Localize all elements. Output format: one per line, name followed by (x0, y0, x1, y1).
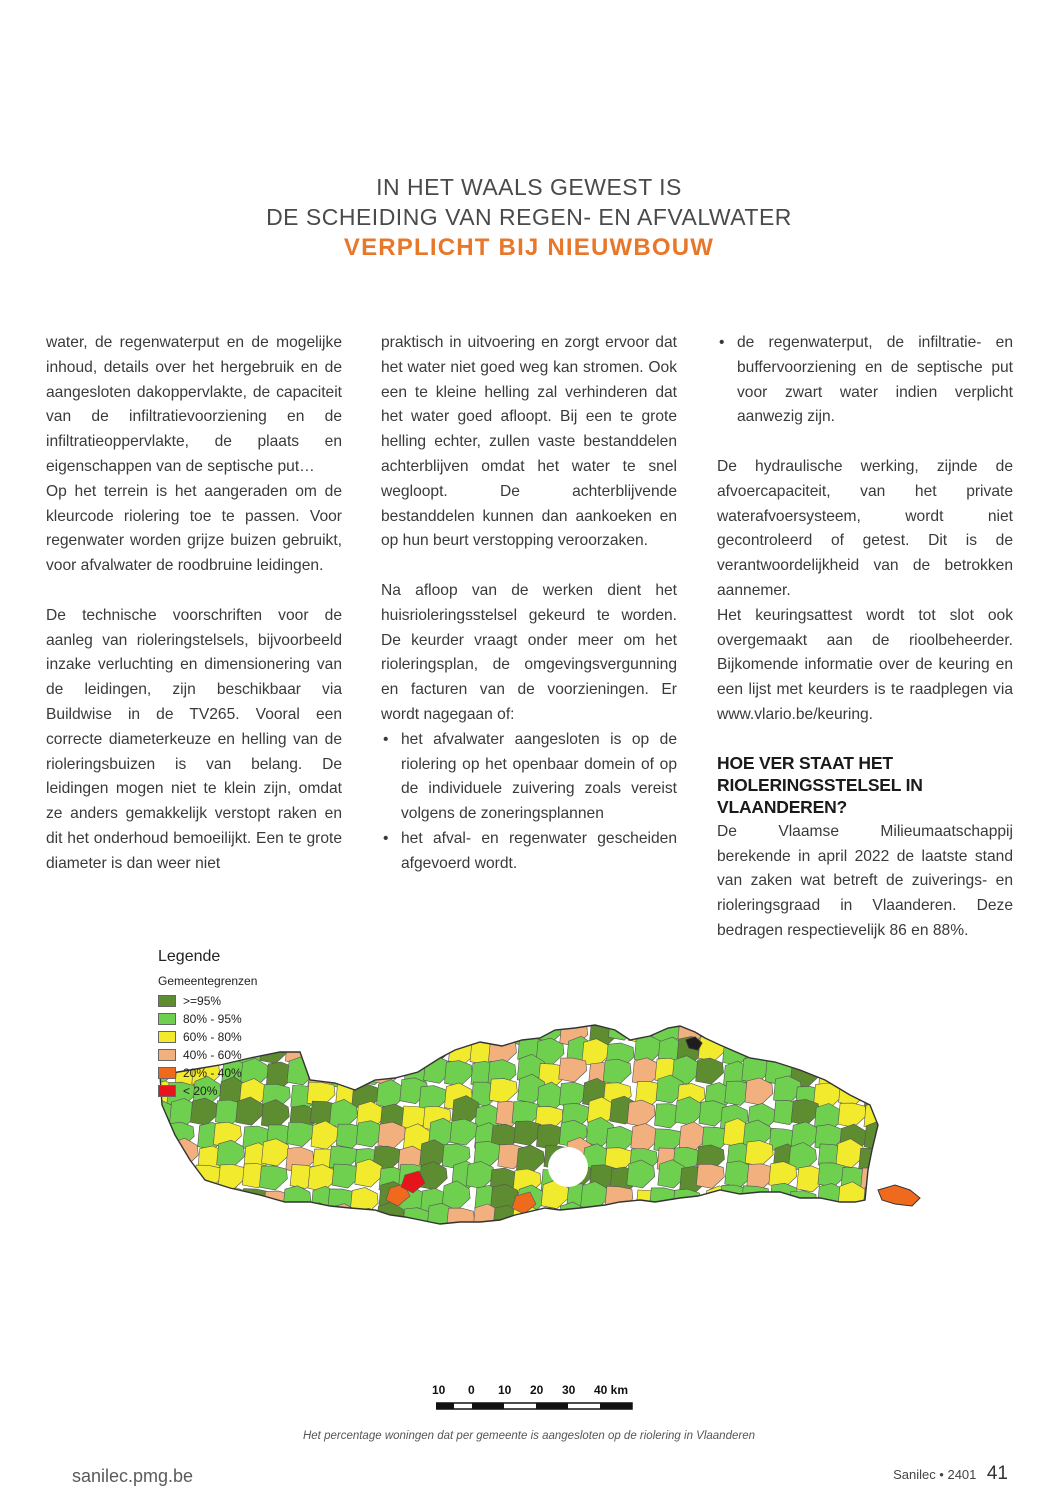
legend-item (158, 1046, 257, 1064)
legend-swatch (158, 1031, 176, 1043)
municipality-area (450, 1119, 478, 1145)
scale-label: 40 km (594, 1383, 629, 1397)
municipality-area (880, 1041, 908, 1067)
list-item: • het afvalwater aangesloten is op de riolering op het openbaar domein of op de individuele zuivering zoals vereist volgens de zoneringsplannen (381, 728, 677, 827)
municipality-area (741, 1186, 769, 1210)
pull-quote-accent: VERPLICHT BIJ NIEUWBOUW (343, 234, 715, 261)
municipality-area (742, 1207, 770, 1233)
paragraph: praktisch in uitvoering en zorgt ervoor dat het water niet goed weg kan stromen. Ook een te kleine helling zal verhinderen dat het water goed afloopt. Bij een te grote helling echter, zullen vaste bestanddelen achterblijven omdat het water te snel wegloopt. De achterblijvende bestanddelen kunnen dan aankoeken en op hun beurt verstopping veroorzaken. (381, 334, 677, 550)
legend-swatch (158, 1085, 176, 1097)
municipality-area (378, 1042, 406, 1066)
bullet-list (381, 728, 677, 877)
municipality-area (789, 1228, 817, 1257)
paragraph: Na afloop van de werken dient het huisrioleringsstelsel gekeurd te worden. De keurder vraagt onder meer om het rioleringsplan, de omgevingsvergunning en facturen van de voorzieningen. Er wordt nagegaan of: (381, 581, 677, 723)
municipality-area (589, 1210, 617, 1234)
legend-item (158, 1064, 257, 1082)
legend-label: >=95% (183, 994, 222, 1008)
municipality-area (603, 1059, 631, 1084)
municipality-area (889, 1141, 917, 1167)
municipality-area (334, 1041, 362, 1065)
municipality-area (444, 1061, 472, 1087)
municipality-area (402, 1226, 430, 1252)
municipality-area (613, 1208, 641, 1234)
municipality-area (190, 1182, 218, 1210)
municipality-area (466, 1018, 494, 1043)
map-legend (158, 948, 257, 1100)
flanders-map (150, 940, 930, 1320)
legend-label: < 20% (183, 1084, 218, 1098)
bullet-list (717, 331, 1013, 430)
paragraph: De Vlaamse Milieumaatschappij berekende in april 2022 de laatste stand van zaken wat betreft de zuiverings- en rioleringsgraad in Vlaanderen. Deze bedragen respectievelijk 86 en 88%. (717, 822, 1013, 939)
section-heading: HOE VER STAAT HET RIOLERINGSSTELSEL IN VLAANDEREN? (717, 752, 923, 817)
municipality-area (771, 1232, 799, 1256)
scale-label: 10 (432, 1383, 446, 1397)
municipality-area (857, 1015, 885, 1043)
legend-title: Legende (158, 948, 221, 965)
legend-item (158, 992, 257, 1010)
municipality-area (771, 1019, 799, 1047)
municipality-area (150, 1185, 178, 1210)
municipality-area (398, 1021, 426, 1047)
legend-item (158, 1028, 257, 1046)
municipality-area (377, 1014, 405, 1043)
brussels-gap (548, 1147, 588, 1187)
municipality-area (562, 1231, 590, 1255)
municipality-area (521, 1224, 549, 1253)
magazine-issue: Sanilec • 2401 (893, 1467, 977, 1482)
municipality-area (633, 1229, 661, 1254)
municipality-area (332, 1063, 360, 1089)
paragraph: Het keuringsattest wordt tot slot ook overgemaakt aan de rioolbeheerder. Bijkomende informatie over de keuring en een lijst met keurders is te raadplegen via www.vlario.be/keuring. (717, 606, 1013, 723)
municipality-area (820, 1209, 848, 1233)
text-column-3 (717, 331, 1013, 944)
municipality-area (374, 1226, 402, 1252)
municipality-area (745, 1141, 773, 1167)
municipality-area (860, 1208, 888, 1233)
municipality-area (655, 1203, 683, 1230)
municipality-area (681, 1231, 709, 1257)
municipality-area (354, 1208, 382, 1235)
municipality-area (838, 1013, 866, 1040)
pull-quote (0, 172, 1058, 264)
legend-item (158, 1010, 257, 1028)
municipality-area (627, 1100, 655, 1126)
municipality-area (673, 1189, 701, 1214)
municipality-area (743, 1227, 771, 1251)
municipality-area (885, 1228, 913, 1253)
page-number: 41 (986, 1463, 1008, 1484)
scale-bar (432, 1383, 642, 1413)
municipality-area (658, 1225, 686, 1253)
municipality-area (705, 1211, 733, 1237)
municipality-area (700, 1231, 728, 1256)
municipality-area (491, 1222, 519, 1251)
municipality-area (150, 1224, 173, 1251)
municipality-area (287, 1123, 315, 1147)
municipality-area (880, 1122, 908, 1147)
municipality-cells (150, 1012, 917, 1258)
municipality-area (559, 1058, 587, 1082)
municipality-area (170, 1204, 198, 1232)
municipality-area (308, 1019, 336, 1044)
legend-swatch (158, 1067, 176, 1079)
municipality-area (260, 1035, 288, 1064)
legend-subtitle: Gemeentegrenzen (158, 974, 258, 988)
scale-label: 30 (562, 1383, 576, 1397)
municipality-area (887, 1013, 915, 1041)
municipality-area (170, 1138, 198, 1166)
scale-label: 10 (498, 1383, 512, 1397)
municipality-area (448, 1228, 476, 1252)
municipality-area (719, 1022, 747, 1046)
text-column-2 (381, 331, 677, 877)
list-item: • het afval- en regenwater gescheiden afgevoerd wordt. (381, 827, 677, 877)
municipality-area (283, 1186, 311, 1214)
municipality-area (194, 1165, 222, 1189)
municipality-area (842, 1042, 870, 1069)
municipality-area (630, 1203, 658, 1230)
municipality-area (282, 1020, 310, 1044)
municipality-area (489, 1079, 517, 1104)
municipality-area (862, 1059, 890, 1085)
municipality-area (423, 1038, 451, 1062)
municipality-area (817, 1037, 845, 1065)
municipality-area (447, 1208, 475, 1232)
municipality-area (605, 1186, 633, 1210)
pull-quote-line-2: DE SCHEIDING VAN REGEN- EN AFVALWATER (266, 204, 792, 230)
text-column-1 (46, 331, 342, 877)
municipality-area (840, 1211, 868, 1235)
municipality-area (422, 1226, 450, 1254)
municipality-area (838, 1060, 866, 1084)
municipality-area (538, 1208, 566, 1234)
legend-label: 20% - 40% (183, 1066, 242, 1080)
municipality-area (167, 1233, 195, 1258)
municipality-area (443, 1016, 471, 1042)
municipality-area (726, 1206, 754, 1231)
municipality-area (221, 1207, 249, 1236)
municipality-area (288, 1209, 316, 1233)
scale-bar-graphic (436, 1401, 636, 1411)
municipality-area (189, 1203, 217, 1229)
municipality-area (287, 1223, 315, 1251)
municipality-area (245, 1208, 273, 1232)
municipality-area (260, 1016, 288, 1040)
municipality-area (815, 1023, 843, 1047)
municipality-area (588, 1227, 616, 1251)
municipality-area (741, 1017, 769, 1042)
municipality-area (356, 1015, 384, 1043)
municipality-area (305, 1203, 333, 1230)
paragraph: Op het terrein is het aangeraden om de kleurcode riolering toe te passen. Voor regenwater worden grijze buizen gebruikt, voor afvalwater de roodbruine leidingen. (46, 482, 342, 575)
municipality-area (885, 1205, 913, 1230)
municipality-area (789, 1012, 817, 1041)
municipality-area (218, 1224, 246, 1250)
municipality-area (194, 1222, 222, 1250)
municipality-area (331, 1227, 359, 1254)
municipality-area (818, 1228, 846, 1257)
municipality-area (425, 1019, 453, 1043)
municipality-area (259, 1166, 287, 1190)
municipality-area (498, 1016, 526, 1042)
municipality-area (789, 1191, 817, 1216)
voeren-enclave (878, 1185, 920, 1206)
municipality-area (150, 1146, 178, 1170)
legend-item (158, 1082, 257, 1100)
municipality-area (864, 1224, 892, 1252)
legend-label: 60% - 80% (183, 1030, 242, 1044)
municipality-area (191, 1098, 219, 1125)
municipality-area (174, 1185, 202, 1214)
municipality-area (267, 1203, 295, 1230)
legend-swatch (158, 1049, 176, 1061)
municipality-area (236, 1228, 264, 1256)
municipality-area (607, 1225, 635, 1252)
municipality-area (726, 1228, 754, 1255)
footer-website: sanilec.pmg.be (72, 1466, 194, 1486)
scale-label: 0 (468, 1383, 475, 1397)
list-item: • de regenwaterput, de infiltratie- en buffervoorziening en de septische put voor zwart water indien verplicht aanwezig zijn. (717, 331, 1013, 430)
municipality-area (789, 1208, 817, 1236)
footer-publication (893, 1463, 1008, 1485)
legend-swatch (158, 995, 176, 1007)
municipality-area (649, 1188, 677, 1212)
municipality-area (675, 1207, 703, 1233)
municipality-area (312, 1229, 340, 1255)
municipality-area (792, 1036, 820, 1063)
municipality-area (609, 1013, 637, 1040)
municipality-area (329, 1022, 357, 1048)
paragraph: water, de regenwaterput en de mogelijke inhoud, details over het hergebruik en de aangesloten dakoppervlakte, de capaciteit van de infiltratievoorziening en de infiltratieoppervlakte, de plaats en eigenschappen van de septische put… (46, 334, 342, 475)
legend-swatch (158, 1013, 176, 1025)
legend-label: 40% - 60% (183, 1048, 242, 1062)
municipality-area (841, 1228, 869, 1253)
pull-quote-line-1: IN HET WAALS GEWEST IS (376, 174, 682, 200)
legend-label: 80% - 95% (183, 1012, 242, 1026)
municipality-area (882, 1106, 910, 1131)
municipality-area (150, 1210, 175, 1237)
municipality-area (360, 1226, 388, 1250)
municipality-area (474, 1222, 502, 1251)
municipality-area (217, 1140, 245, 1168)
municipality-area (153, 1162, 181, 1191)
municipality-area (516, 1145, 544, 1172)
municipality-area (838, 1103, 866, 1127)
municipality-area (544, 1230, 572, 1254)
municipality-area (402, 1044, 430, 1069)
paragraph: De technische voorschriften voor de aanleg van rioleringstelsels, bijvoorbeeld inzake verluchting en dimensionering van de leidingen, zijn beschikbaar via Buildwise in de TV265. Vooral een correcte diameterkeuze en helling van de rioleringsbuizen is van belang. De leidingen mogen niet te klein zijn, omdat ze anders gemakkelijk verstopt raken en dit het onderhoud bemoeilijkt. Een te grote diameter is dan weer niet (46, 606, 342, 872)
figure-caption: Het percentage woningen dat per gemeente is aangesloten op de riolering in Vlaanderen (302, 1430, 755, 1442)
municipality-area (696, 1164, 724, 1188)
municipality-area (880, 1060, 908, 1087)
municipality-area (879, 1085, 907, 1109)
municipality-area (355, 1045, 383, 1069)
scale-label: 20 (530, 1383, 544, 1397)
paragraph: De hydraulische werking, zijnde de afvoercapaciteit, van het private waterafvoersysteem, wordt niet gecontroleerd of getest. Dit is de verantwoordelijkheid van de betrokken aannemer. (717, 457, 1013, 599)
municipality-area (261, 1100, 289, 1129)
municipality-area (378, 1122, 406, 1148)
municipality-area (309, 1036, 337, 1064)
municipality-area (864, 1036, 892, 1065)
municipality-area (696, 1058, 724, 1084)
municipality-area (769, 1205, 797, 1231)
municipality-area (264, 1229, 292, 1257)
municipality-area (403, 1208, 431, 1233)
